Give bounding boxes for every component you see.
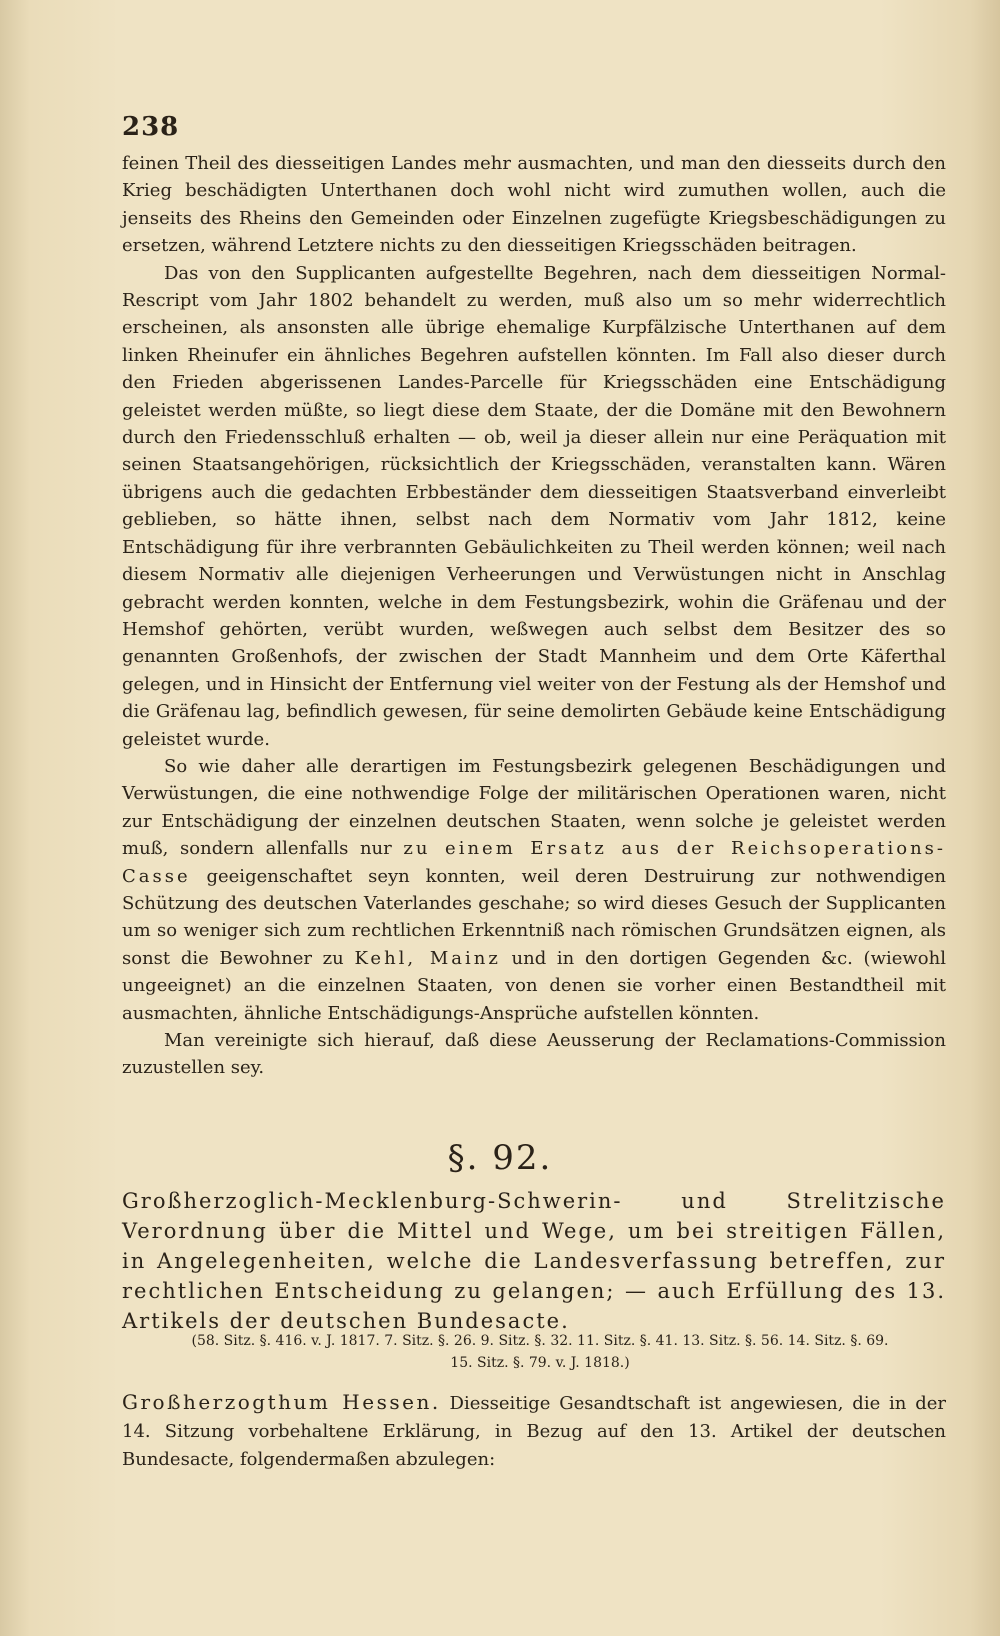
paragraph-fortress-district xyxy=(122,753,946,1027)
page-number: 238 xyxy=(122,112,180,142)
section-number: §. 92. xyxy=(447,1138,553,1178)
paragraph-supplicants: Das von den Supplicanten aufgestellte Begehren, nach dem diesseitigen Normal-Rescript vom Jahr 1802 behandelt zu werden, muß also um so mehr widerrechtlich erscheinen, als ansonsten alle übrige ehemalige Kurpfälzische Unterthanen auf dem linken Rheinufer ein ähnliches Begehren aufstellen könnten. Im Fall also dieser durch den Frieden abgerissenen Landes-Parcelle für Kriegsschäden eine Entschädigung geleistet werden müßte, so liegt diese dem Staate, der die Domäne mit den Bewohnern durch den Friedensschluß erhalten — ob, weil ja dieser allein nur eine Peräquation mit seinen Staatsangehörigen, rücksichtlich der Kriegsschäden, veranstalten kann. Wären übrigens auch die gedachten Erbbeständer dem diesseitigen Staatsverband einverleibt geblieben, so hätte ihnen, selbst nach dem Normativ vom Jahr 1812, keine Entschädigung für ihre verbrannten Gebäulichkeiten zu Theil werden können; weil nach diesem Normativ alle diejenigen Verheerungen und Verwüstungen nicht in Anschlag gebracht werden konnten, welche in dem Festungsbezirk, wohin die Gräfenau und der Hemshof gehörten, verübt wurden, weßwegen auch selbst dem Besitzer des so genannten Großenhofs, der zwischen der Stadt Mannheim und dem Orte Käferthal gelegen, und in Hinsicht der Entfernung viel weiter von der Festung als der Hemshof und die Gräfenau lag, befindlich gewesen, für seine demolirten Gebäude keine Entschädigung geleistet wurde. xyxy=(122,262,946,750)
body-text xyxy=(122,150,946,1082)
closing-lead: Großherzogthum Hessen. xyxy=(122,1390,441,1414)
paragraph-resolution: Man vereinigte sich hierauf, daß diese Aeusserung der Reclamations-Commission zuzustellen sey. xyxy=(122,1030,946,1079)
closing-paragraph xyxy=(122,1388,946,1474)
sitting-references xyxy=(150,1330,930,1374)
sitting-references-line-1: (58. Sitz. §. 416. v. J. 1817. 7. Sitz. §. 26. 9. Sitz. §. 32. 11. Sitz. §. 41. 13. Sitz. §. 56. 14. Sitz. §. 69. xyxy=(191,1333,889,1349)
spaced-emphasis: zu einem Ersatz aus der Reichsoperations-Casse xyxy=(122,838,946,887)
spaced-places: Kehl, Mainz xyxy=(354,947,501,969)
paragraph-fortress-end: geeigenschaftet seyn konnten, weil deren Destruirung zur nothwendigen Schützung des deutschen Vaterlandes geschahe; so wird dieses Gesuch der Supplicanten um so weniger sich zum rechtlichen Erkenntniß nach römischen Grundsätzen eignen, als sonst die Bewohner zu xyxy=(122,865,946,969)
section-heading: Großherzoglich-Mecklenburg-Schwerin- und Strelitzische Verordnung über die Mittel und Wege, um bei streitigen Fällen, in Angelegenheiten, welche die Landesverfassung betreffen, zur rechtlichen Entscheidung zu gelangen; — auch Erfüllung des 13. Artikels der deutschen Bundesacte. xyxy=(122,1189,946,1333)
paragraph-continuation: feinen Theil des diesseitigen Landes mehr ausmachten, und man den diesseits durch den Krieg beschädigten Unterthanen doch wohl nicht wird zumuthen wollen, auch die jenseits des Rheins den Gemeinden oder Einzelnen zugefügte Kriegsbeschädigungen zu ersetzen, während Letztere nichts zu den diesseitigen Kriegsschäden beitragen. xyxy=(122,153,946,257)
paragraph-fortress-tail: und in den dortigen Gegenden &c. (wiewohl ungeeignet) an die einzelnen Staaten, von denen sie vorher einen Bestandtheil mit ausmachten, ähnliche Entschädigungs-Ansprüche aufstellen könnten. xyxy=(122,947,946,1024)
sitting-references-line-2: 15. Sitz. §. 79. v. J. 1818.) xyxy=(450,1355,630,1371)
paragraph-fortress-start: So wie daher alle derartigen im Festungsbezirk gelegenen Beschädigungen und Verwüstungen, die eine nothwendige Folge der militärischen Operationen waren, nicht zur Entschädigung der einzelnen deutschen Staaten, wenn solche je geleistet werden muß, sondern allenfalls nur xyxy=(122,755,946,860)
closing-text: Diesseitige Gesandtschaft ist angewiesen, die in der 14. Sitzung vorbehaltene Erklärung, in Bezug auf den 13. Artikel der deutschen Bundesacte, folgendermaßen abzulegen: xyxy=(122,1393,946,1470)
